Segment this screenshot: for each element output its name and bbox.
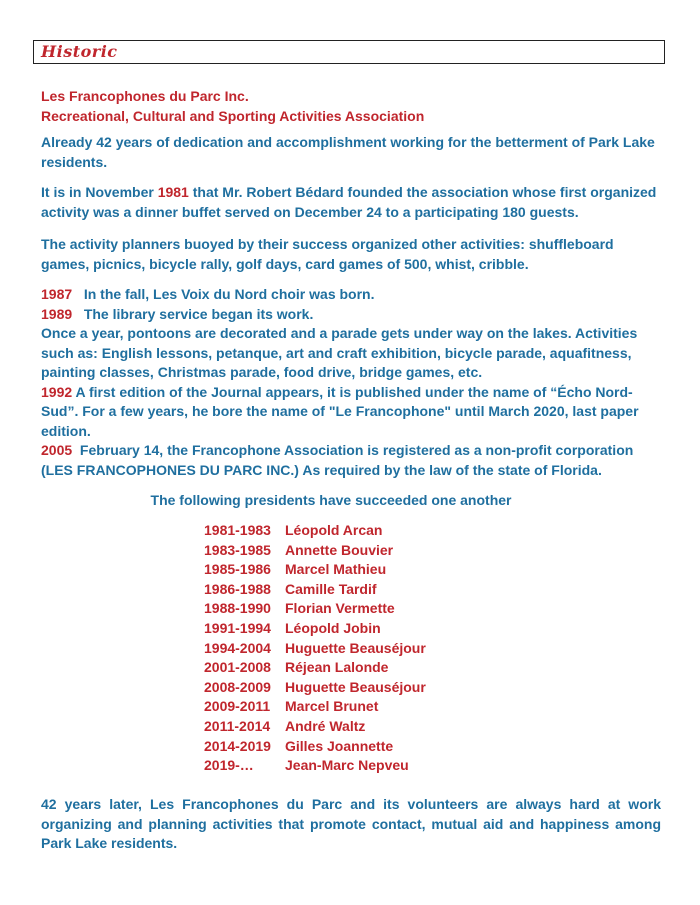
timeline-1992 [41, 383, 661, 442]
president-name: Gilles Joannette [285, 737, 394, 754]
president-years: 1988-1990 [204, 600, 271, 617]
timeline-1987 [41, 285, 661, 305]
president-name: Réjean Lalonde [285, 659, 389, 676]
founding-paragraph [41, 183, 661, 222]
president-row [204, 756, 426, 776]
dedication-paragraph [41, 133, 661, 172]
year-1992: 1992 [41, 383, 73, 400]
activities-text: The activity planners buoyed by their success organized other activities: shuffleboard games, picnics, bicycle rally, golf days, card games of 500, whist, cribble. [41, 236, 614, 272]
founding-text [41, 183, 661, 222]
president-years: 1983-1985 [204, 541, 271, 558]
president-row [204, 717, 426, 737]
president-name: Annette Bouvier [285, 541, 394, 558]
president-row [204, 697, 426, 717]
president-years: 2008-2009 [204, 678, 271, 695]
president-name: Huguette Beauséjour [285, 639, 426, 656]
president-years: 2001-2008 [204, 659, 271, 676]
text-1987: In the fall, Les Voix du Nord choir was born. [72, 286, 375, 302]
president-row [204, 560, 426, 580]
president-name: Huguette Beauséjour [285, 678, 426, 695]
org-name: Les Francophones du Parc Inc. [41, 88, 249, 104]
text-1992: A first edition of the Journal appears, it is published under the name of “Écho Nord-Sud”. For a few years, he bore the name of "Le Francophone" until March 2020, last paper edition. [41, 383, 639, 439]
presidents-heading [41, 491, 621, 511]
president-years: 2009-2011 [204, 698, 271, 715]
president-name: Léopold Jobin [285, 619, 381, 636]
page-title: Historic [41, 42, 118, 61]
text-2005: February 14, the Francophone Association is registered as a non-profit corporation (LES FRANCOPHONES DU PARC INC.) As required by the law of the state of Florida. [41, 442, 638, 478]
president-row [204, 521, 426, 541]
org-subtitle: Recreational, Cultural and Sporting Activities Association [41, 107, 425, 124]
timeline-1989 [41, 305, 661, 325]
president-years: 2011-2014 [204, 717, 271, 734]
president-years: 2019-… [204, 757, 254, 774]
president-years: 1981-1983 [204, 522, 271, 538]
president-name: Florian Vermette [285, 600, 395, 617]
presidents-heading-text: The following presidents have succeeded one another [150, 492, 512, 508]
president-name: Jean-Marc Nepveu [285, 757, 409, 774]
president-row [204, 678, 426, 698]
closing-paragraph [41, 795, 661, 854]
founding-suffix: that Mr. Robert Bédard founded the association whose first organized activity was a dinner buffet served on December 24 to a participating 180 guests. [41, 184, 657, 220]
president-row [204, 580, 426, 600]
president-row [204, 599, 426, 619]
president-years: 1991-1994 [204, 619, 271, 636]
president-row [204, 619, 426, 639]
president-row [204, 541, 426, 561]
president-name: Léopold Arcan [285, 522, 383, 538]
timeline [41, 285, 661, 480]
pontoons-text: Once a year, pontoons are decorated and a parade gets under way on the lakes. Activities such as: English lessons, petanque, art and craft exhibition, bicycle parade, aquafitness, painting classes, Christmas parade, food drive, bridge games, etc. [41, 325, 638, 380]
presidents-list [204, 521, 426, 776]
closing-text: 42 years later, Les Francophones du Parc and its volunteers are always hard at work organizing and planning activities that promote contact, mutual aid and happiness among Park Lake residents. [41, 796, 661, 851]
president-years: 1985-1986 [204, 561, 271, 578]
org-heading [41, 87, 661, 126]
timeline-2005 [41, 441, 661, 480]
president-years: 2014-2019 [204, 737, 271, 754]
header-box [33, 40, 665, 64]
dedication-text: Already 42 years of dedication and accomplishment working for the betterment of Park Lake residents. [41, 134, 655, 170]
year-1989: 1989 [41, 305, 73, 322]
president-years: 1994-2004 [204, 639, 271, 656]
president-row [204, 737, 426, 757]
president-row [204, 639, 426, 659]
president-name: André Waltz [285, 717, 366, 734]
president-row [204, 658, 426, 678]
president-name: Camille Tardif [285, 580, 377, 597]
text-1989: The library service began its work. [72, 305, 314, 322]
president-name: Marcel Brunet [285, 698, 379, 715]
president-name: Marcel Mathieu [285, 561, 387, 578]
founding-year: 1981 [157, 184, 189, 200]
president-years: 1986-1988 [204, 580, 271, 597]
year-1987: 1987 [41, 286, 73, 302]
activities-paragraph [41, 235, 661, 274]
founding-prefix: It is in November [41, 184, 158, 200]
year-2005: 2005 [41, 442, 73, 458]
